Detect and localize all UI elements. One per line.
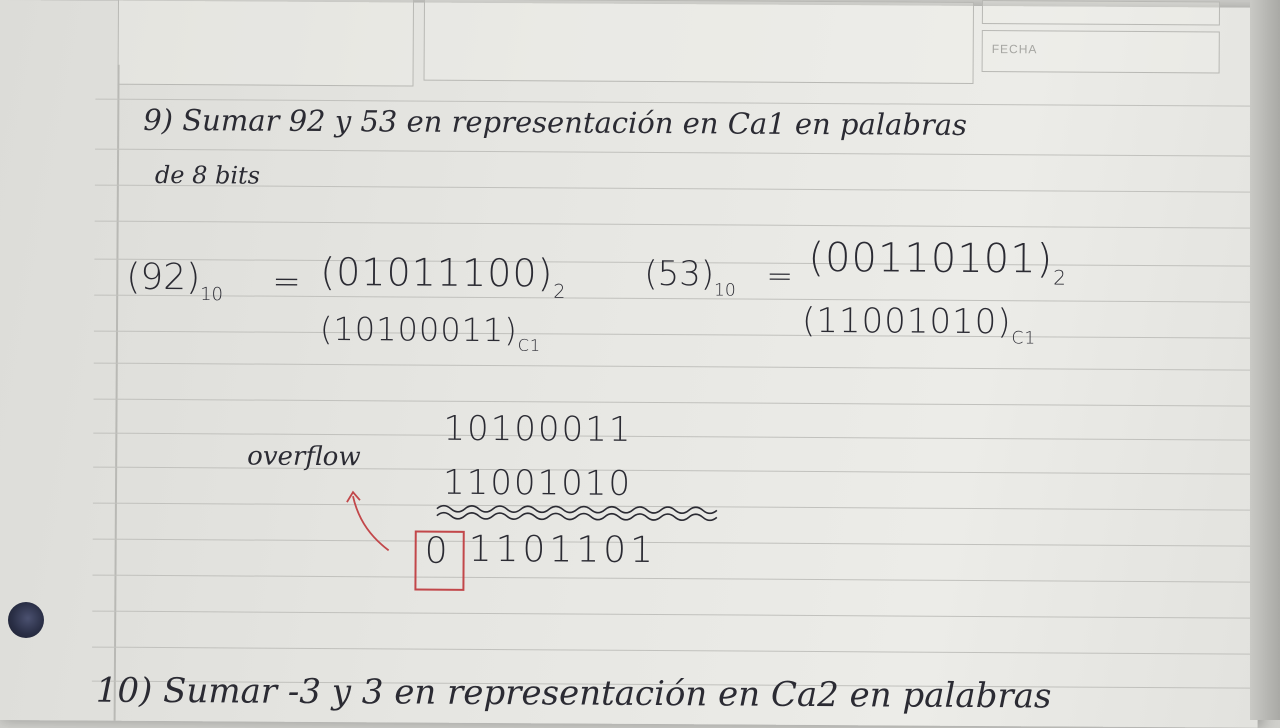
sum-result: 1101101: [468, 528, 658, 572]
base-10: 10: [200, 284, 224, 306]
binary-53-value: (00110101): [808, 234, 1054, 283]
header-box-middle: [424, 0, 974, 84]
margin-line: [114, 65, 120, 721]
ruled-line: [92, 647, 1252, 655]
equals-sign: =: [272, 261, 301, 302]
binder-hole: [8, 602, 44, 638]
exercise-9-title: 9) Sumar 92 y 53 en representación en Ca1 en palabras: [143, 102, 968, 142]
right-conversion: [644, 254, 736, 301]
left-conversion: [126, 257, 223, 305]
overflow-label: overflow: [247, 441, 361, 473]
complement-53-value: (11001010): [801, 300, 1012, 343]
base-c1: C1: [517, 335, 542, 355]
sum-overflow-bit: 0: [424, 530, 448, 572]
addition-operand-1: 10100011: [443, 408, 633, 450]
base-2: 2: [1053, 265, 1067, 290]
ruled-line: [94, 331, 1254, 339]
decimal-53: (53): [644, 253, 715, 295]
header-box-top-right: [982, 0, 1220, 25]
ruled-line: [95, 149, 1255, 157]
base-10: 10: [713, 280, 736, 301]
complement-53: [802, 301, 1037, 349]
fecha-label: FECHA: [991, 42, 1038, 57]
base-c1: C1: [1011, 328, 1037, 349]
ruled-line: [95, 185, 1255, 193]
equals-sign: =: [766, 256, 794, 295]
ruled-line: [95, 221, 1255, 229]
ruled-line: [92, 611, 1252, 619]
base-2: 2: [553, 280, 567, 303]
ruled-line: [92, 575, 1252, 583]
decimal-92: (92): [126, 256, 201, 299]
ruled-line: [94, 363, 1254, 371]
overflow-arrow-icon: [343, 486, 397, 556]
addition-operand-2: 11001010: [442, 462, 633, 504]
complement-92-value: (10100011): [319, 309, 518, 350]
exercise-9-title-continued: de 8 bits: [154, 160, 261, 190]
ruled-line: [94, 399, 1254, 407]
exercise-10-title: 10) Sumar -3 y 3 en representación en Ca2 en palabras: [95, 670, 1052, 717]
sum-underline: [435, 499, 735, 531]
ruled-line: [93, 433, 1253, 441]
binary-53: [808, 235, 1067, 290]
binary-92: [320, 250, 566, 303]
page-edge-shadow: [1250, 0, 1280, 720]
ruled-line: [93, 539, 1253, 547]
complement-92: [320, 310, 541, 355]
binary-92-value: (01011100): [320, 249, 554, 296]
header-box-left: [117, 0, 414, 87]
